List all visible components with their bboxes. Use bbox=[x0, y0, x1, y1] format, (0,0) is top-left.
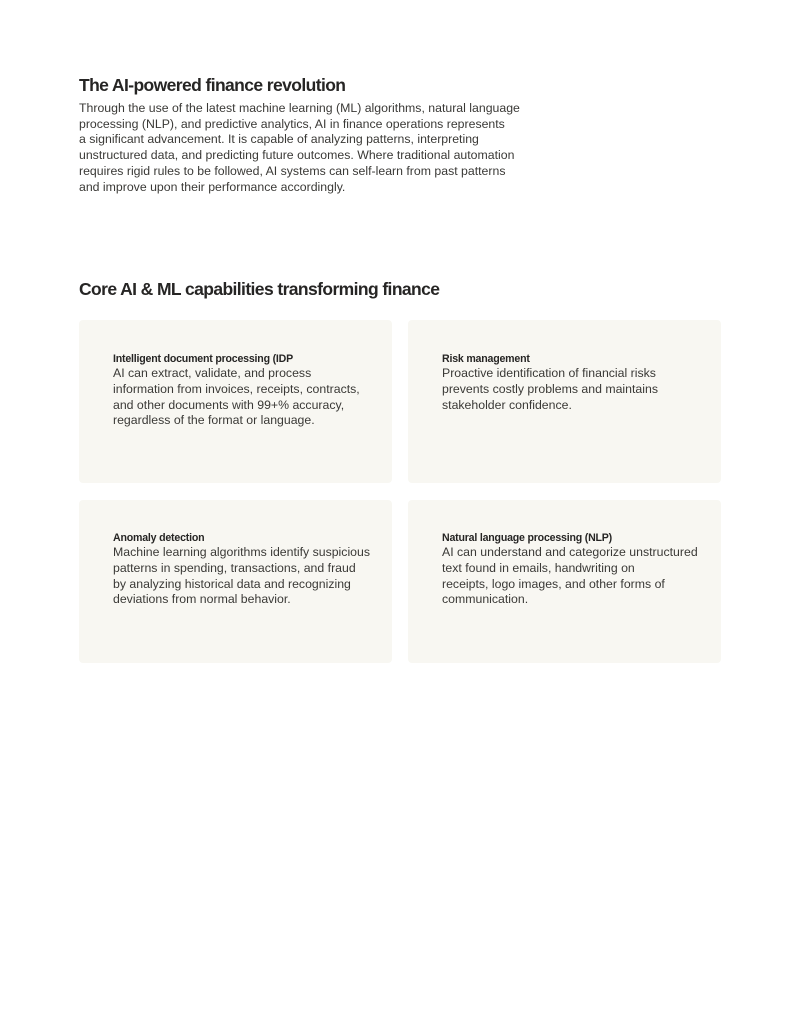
card-body-line: by analyzing historical data and recognizing bbox=[113, 576, 351, 591]
card-body-line: information from invoices, receipts, contracts, bbox=[113, 381, 360, 396]
card-body-line: AI can extract, validate, and process bbox=[113, 366, 312, 380]
card-body-line: receipts, logo images, and other forms of bbox=[442, 576, 665, 591]
card-body-line: Proactive identification of financial risks bbox=[442, 366, 656, 380]
card-body bbox=[442, 366, 658, 413]
intro-line: requires rigid rules to be followed, AI systems can self-learn from past patterns bbox=[79, 163, 506, 178]
intro-line: unstructured data, and predicting future outcomes. Where traditional automation bbox=[79, 148, 515, 163]
card-body-line: prevents costly problems and maintains bbox=[442, 381, 658, 396]
card-title: Intelligent document processing (IDP bbox=[113, 353, 293, 365]
card-body-line: AI can understand and categorize unstructured bbox=[442, 545, 698, 559]
intro-line: a significant advancement. It is capable of analyzing patterns, interpreting bbox=[79, 132, 479, 147]
intro-paragraph bbox=[79, 101, 520, 195]
intro-line: processing (NLP), and predictive analytics, AI in finance operations represents bbox=[79, 116, 505, 131]
capability-card-anomaly-detection bbox=[79, 500, 392, 663]
card-body-line: deviations from normal behavior. bbox=[113, 592, 291, 607]
capability-card-nlp bbox=[408, 500, 721, 663]
card-body-line: patterns in spending, transactions, and fraud bbox=[113, 560, 356, 575]
capability-card-idp bbox=[79, 320, 392, 483]
card-body-line: and other documents with 99+% accuracy, bbox=[113, 397, 345, 412]
card-body bbox=[113, 545, 370, 608]
card-body-line: stakeholder confidence. bbox=[442, 397, 572, 412]
card-body bbox=[113, 366, 360, 429]
section-heading-revolution: The AI-powered finance revolution bbox=[79, 75, 346, 95]
card-body-line: regardless of the format or language. bbox=[113, 413, 315, 428]
card-title: Risk management bbox=[442, 353, 530, 365]
intro-line: and improve upon their performance accordingly. bbox=[79, 179, 346, 194]
card-body-line: text found in emails, handwriting on bbox=[442, 560, 635, 575]
section-heading-capabilities: Core AI & ML capabilities transforming finance bbox=[79, 279, 440, 299]
card-body bbox=[442, 545, 698, 608]
card-title: Natural language processing (NLP) bbox=[442, 532, 612, 544]
card-body-line: communication. bbox=[442, 592, 529, 607]
card-title: Anomaly detection bbox=[113, 532, 205, 544]
intro-line: Through the use of the latest machine learning (ML) algorithms, natural language bbox=[79, 101, 520, 115]
card-body-line: Machine learning algorithms identify suspicious bbox=[113, 545, 370, 559]
capability-card-risk-management bbox=[408, 320, 721, 483]
